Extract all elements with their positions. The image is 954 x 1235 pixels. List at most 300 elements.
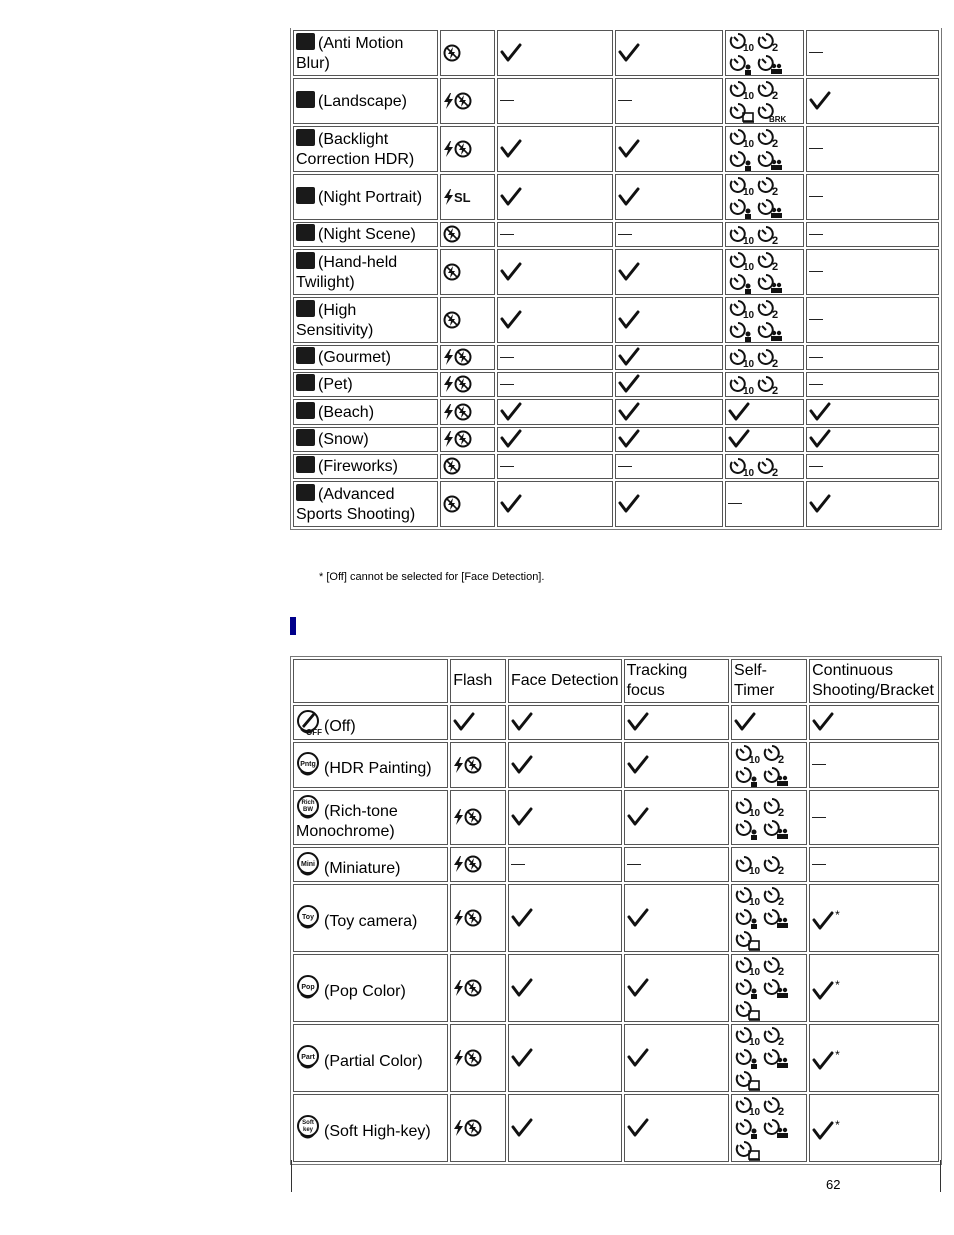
svg-text:SL: SL: [453, 189, 471, 205]
check-icon: [500, 139, 522, 159]
flash-auto-icon: [443, 188, 454, 206]
check-icon: [511, 908, 533, 928]
mode-name-cell: [293, 427, 438, 452]
check-icon: [627, 755, 649, 775]
face-detection-cell: [508, 705, 622, 740]
self-timer-icons: [734, 743, 790, 787]
self-timer-cell: [725, 345, 805, 370]
face-detection-cell: [508, 1094, 622, 1162]
flash-mode-icons: [443, 140, 472, 157]
mode-name-cell: [293, 481, 438, 527]
svg-text:BRK: BRK: [768, 115, 787, 124]
flash-cell: [450, 954, 506, 1022]
check-icon: [618, 347, 640, 367]
self-timer-smile-icon: [734, 765, 762, 787]
face-detection-cell: [497, 249, 613, 295]
flash-auto-icon: [453, 1119, 464, 1137]
face-detection-cell: [508, 954, 622, 1022]
svg-text:10: 10: [742, 385, 755, 397]
self-timer-group-icon: [756, 320, 784, 342]
self-timer-10s-icon: [728, 374, 756, 396]
check-with-note: [812, 1048, 840, 1069]
backlight-hdr-icon: [296, 129, 315, 146]
mode-name-cell: [293, 372, 438, 397]
self-timer-2s-icon: [756, 175, 784, 197]
self-timer-cell: [731, 954, 807, 1022]
self-timer-2s-icon: [762, 1025, 790, 1047]
self-timer-cell: [731, 847, 807, 882]
check-icon: [734, 712, 756, 732]
effect-name-cell: [293, 705, 448, 740]
self-timer-10s-icon: [734, 955, 762, 977]
self-timer-group-icon: [756, 197, 784, 219]
check-icon: [618, 494, 640, 514]
flash-off-icon: [464, 855, 482, 873]
table-row: [293, 742, 939, 788]
check-icon: [812, 981, 834, 1001]
flash-mode-icons: [453, 909, 482, 926]
hdr-painting-icon: [296, 751, 320, 779]
not-available-dash: [809, 357, 823, 358]
tracking-focus-cell: [615, 399, 723, 425]
self-timer-cell: [731, 1024, 807, 1092]
flash-off-icon: [464, 979, 482, 997]
tracking-focus-cell: [615, 454, 723, 479]
self-timer-2s-icon: [756, 347, 784, 369]
self-timer-cell: [731, 742, 807, 788]
scene-selection-table: [290, 28, 942, 530]
check-icon: [809, 402, 831, 422]
check-icon: [500, 494, 522, 514]
face-detection-cell: [497, 126, 613, 172]
flash-cell: [440, 481, 495, 527]
tracking-focus-cell: [624, 742, 729, 788]
continuous-cell: [809, 1024, 939, 1092]
svg-text:10: 10: [742, 467, 755, 479]
flash-mode-icons: [453, 1119, 482, 1136]
mode-name: (Fireworks): [318, 458, 398, 475]
continuous-cell: [809, 705, 939, 740]
continuous-cell: [806, 249, 939, 295]
check-icon: [627, 908, 649, 928]
face-detection-cell: [497, 30, 613, 76]
svg-text:10: 10: [742, 187, 755, 198]
svg-text:2: 2: [778, 754, 785, 766]
self-timer-group-icon: [762, 907, 790, 929]
gourmet-icon: [296, 347, 315, 364]
not-available-dash: [812, 817, 826, 818]
svg-text:10: 10: [749, 755, 761, 766]
night-portrait-icon: [296, 187, 315, 204]
mode-name-cell: [293, 174, 438, 220]
svg-text:2: 2: [771, 42, 779, 54]
svg-text:10: 10: [742, 91, 755, 102]
mode-name: (Night Portrait): [318, 188, 423, 206]
continuous-cell: [806, 481, 939, 527]
mode-name-cell: [293, 30, 438, 76]
check-icon: [511, 978, 533, 998]
not-available-dash: [809, 148, 823, 149]
self-timer-2s-icon: [762, 854, 790, 876]
self-timer-cell: [725, 297, 805, 343]
self-timer-group-icon: [756, 149, 784, 171]
svg-text:Mini: Mini: [301, 860, 315, 868]
svg-text:2: 2: [778, 966, 785, 978]
mode-name: (Pet): [318, 376, 353, 393]
check-icon: [728, 429, 750, 449]
check-icon: [500, 429, 522, 449]
check-icon: [728, 402, 750, 422]
table-row: [293, 30, 939, 76]
check-icon: [500, 187, 522, 207]
self-timer-smile-icon: [734, 1047, 762, 1069]
flash-auto-icon: [453, 909, 464, 927]
table-row: [293, 847, 939, 882]
section-marker: [290, 617, 296, 635]
self-timer-icons: [728, 250, 784, 294]
self-timer-10s-icon: [728, 127, 756, 149]
self-timer-smile-icon: [728, 53, 756, 75]
flash-off-icon: [464, 1119, 482, 1137]
continuous-cell: [809, 1094, 939, 1162]
self-timer-cell: [725, 174, 805, 220]
table-row: [293, 372, 939, 397]
self-timer-10s-icon: [728, 250, 756, 272]
svg-text:10: 10: [749, 897, 761, 908]
check-icon: [812, 712, 834, 732]
table-row: [293, 174, 939, 220]
flash-mode-icons: [443, 226, 461, 243]
anti-motion-blur-icon: [296, 33, 315, 50]
flash-off-icon: [454, 430, 472, 448]
self-timer-icons: [728, 347, 784, 369]
table-row: [293, 126, 939, 172]
check-icon: [618, 43, 640, 63]
slow-sync-icon: [454, 188, 472, 206]
effect-name: (Pop Color): [324, 983, 406, 1000]
check-with-note: [812, 908, 840, 929]
not-available-dash: [812, 764, 826, 765]
flash-cell: [440, 78, 495, 124]
self-timer-2s-icon: [756, 79, 784, 101]
self-timer-icons: [728, 79, 787, 124]
page-rule-right: [940, 1160, 941, 1192]
effect-name-cell: [293, 954, 448, 1022]
mode-name: (Anti Motion Blur): [296, 34, 404, 72]
self-timer-cell: [731, 884, 807, 952]
svg-text:10: 10: [742, 139, 755, 150]
self-timer-2s-icon: [756, 31, 784, 53]
not-available-dash: [618, 100, 632, 101]
flash-off-icon: [443, 263, 461, 281]
tracking-focus-cell: [615, 372, 723, 397]
self-timer-group-icon: [756, 53, 784, 75]
flash-auto-icon: [443, 140, 454, 158]
continuous-cell: [806, 345, 939, 370]
check-icon: [618, 429, 640, 449]
tracking-focus-cell: [615, 249, 723, 295]
face-detection-cell: [497, 427, 613, 452]
svg-text:2: 2: [771, 90, 779, 102]
not-available-dash: [809, 319, 823, 320]
not-available-dash: [511, 864, 525, 865]
mode-name-cell: [293, 126, 438, 172]
continuous-cell: [806, 454, 939, 479]
flash-off-icon: [464, 1049, 482, 1067]
self-timer-smile-icon: [728, 320, 756, 342]
mode-name-cell: [293, 454, 438, 479]
svg-text:2: 2: [771, 234, 779, 247]
flash-auto-icon: [443, 92, 454, 110]
self-timer-icons: [728, 175, 784, 219]
self-timer-10s-icon: [728, 175, 756, 197]
check-icon: [618, 310, 640, 330]
self-timer-2s-icon: [756, 224, 784, 246]
svg-text:Part: Part: [301, 1054, 315, 1061]
tracking-focus-cell: [615, 78, 723, 124]
self-timer-continuous-icon: [734, 999, 762, 1021]
face-detection-cell: [497, 174, 613, 220]
effect-name-cell: [293, 1094, 448, 1162]
tracking-focus-cell: [615, 297, 723, 343]
svg-text:Pntg: Pntg: [300, 761, 316, 768]
check-icon: [500, 310, 522, 330]
check-icon: [812, 911, 834, 931]
tracking-focus-cell: [624, 884, 729, 952]
face-detection-cell: [508, 847, 622, 882]
pop-color-icon: [296, 974, 320, 1002]
self-timer-smile-icon: [728, 197, 756, 219]
mode-name-cell: [293, 78, 438, 124]
flash-mode-icons: [453, 809, 482, 826]
svg-text:10: 10: [749, 1037, 761, 1048]
soft-high-key-icon: [296, 1114, 320, 1142]
snow-icon: [296, 429, 315, 446]
self-timer-10s-icon: [734, 743, 762, 765]
continuous-cell: [806, 126, 939, 172]
self-timer-cell: [725, 249, 805, 295]
self-timer-2s-icon: [756, 374, 784, 396]
column-header: Continuous Shooting/Bracket: [809, 659, 939, 703]
check-icon: [618, 402, 640, 422]
svg-text:2: 2: [778, 1106, 785, 1118]
flash-auto-icon: [443, 430, 454, 448]
svg-text:2: 2: [771, 466, 779, 479]
self-timer-continuous-icon: [734, 1139, 762, 1161]
table-row: [293, 454, 939, 479]
self-timer-icons: [728, 127, 784, 171]
flash-mode-icons: [453, 714, 475, 731]
svg-text:2: 2: [771, 309, 779, 321]
flash-auto-icon: [453, 808, 464, 826]
table-row: [293, 297, 939, 343]
self-timer-smile-icon: [728, 272, 756, 294]
fireworks-icon: [296, 456, 315, 473]
check-icon: [809, 494, 831, 514]
self-timer-icons: [728, 456, 784, 478]
self-timer-group-icon: [762, 818, 790, 840]
flash-mode-icons: [453, 979, 482, 996]
face-detection-cell: [497, 454, 613, 479]
flash-auto-icon: [443, 375, 454, 393]
tracking-focus-cell: [624, 954, 729, 1022]
column-header: Flash: [450, 659, 506, 703]
table-row: [293, 884, 939, 952]
flash-mode-icons: [443, 188, 472, 205]
column-header: Face Detection: [508, 659, 622, 703]
flash-cell: [440, 249, 495, 295]
check-icon: [511, 712, 533, 732]
mode-name: (Beach): [318, 403, 375, 421]
flash-cell: [440, 126, 495, 172]
mode-name: (Hand-held Twilight): [296, 253, 398, 291]
self-timer-cell: [725, 222, 805, 247]
footnote: * [Off] cannot be selected for [Face Detection].: [319, 571, 545, 583]
table-row: [293, 1094, 939, 1162]
tracking-focus-cell: [624, 1094, 729, 1162]
mode-name: (High Sensitivity): [296, 301, 374, 339]
mode-name-cell: [293, 399, 438, 425]
self-timer-2s-icon: [762, 955, 790, 977]
flash-off-icon: [454, 92, 472, 110]
continuous-cell: [806, 399, 939, 425]
advanced-sports-icon: [296, 484, 315, 501]
self-timer-10s-icon: [728, 31, 756, 53]
self-timer-smile-icon: [734, 1117, 762, 1139]
svg-text:10: 10: [742, 358, 755, 370]
table-row: [293, 222, 939, 247]
effect-name: (Rich-tone Monochrome): [296, 802, 398, 840]
effect-name: (Soft High-key): [324, 1123, 431, 1140]
flash-auto-icon: [443, 348, 454, 366]
self-timer-10s-icon: [734, 854, 762, 876]
svg-text:2: 2: [778, 1036, 785, 1048]
column-header: Self-Timer: [731, 659, 807, 703]
self-timer-group-icon: [762, 977, 790, 999]
page-rule-left: [291, 1160, 292, 1192]
svg-text:2: 2: [771, 261, 779, 273]
check-icon: [500, 262, 522, 282]
not-available-dash: [500, 384, 514, 385]
self-timer-smile-icon: [734, 977, 762, 999]
svg-text:10: 10: [749, 967, 761, 978]
self-timer-icons: [734, 1025, 790, 1091]
not-available-dash: [728, 503, 742, 504]
svg-text:OFF: OFF: [306, 727, 322, 737]
check-icon: [809, 429, 831, 449]
flash-off-icon: [443, 457, 461, 475]
self-timer-10s-icon: [728, 298, 756, 320]
self-timer-icons: [728, 298, 784, 342]
flash-mode-icons: [443, 349, 472, 366]
not-available-dash: [500, 466, 514, 467]
table-row: [293, 481, 939, 527]
svg-text:10: 10: [742, 43, 755, 54]
self-timer-continuous-icon: [734, 1069, 762, 1091]
face-detection-cell: [497, 297, 613, 343]
self-timer-group-icon: [762, 1117, 790, 1139]
self-timer-cell: [731, 790, 807, 845]
flash-cell: [450, 705, 506, 740]
high-sensitivity-icon: [296, 300, 315, 317]
self-timer-cell: [725, 481, 805, 527]
not-available-dash: [500, 357, 514, 358]
not-available-dash: [809, 271, 823, 272]
mode-name-cell: [293, 222, 438, 247]
effect-name: (Off): [324, 717, 356, 735]
effect-name: (Miniature): [324, 859, 401, 877]
self-timer-icons: [734, 885, 790, 951]
self-timer-smile-icon: [728, 149, 756, 171]
check-icon: [500, 43, 522, 63]
table-row: [293, 1024, 939, 1092]
continuous-cell: [809, 790, 939, 845]
self-timer-2s-icon: [756, 298, 784, 320]
svg-text:2: 2: [771, 186, 779, 198]
effect-name-cell: [293, 847, 448, 882]
effect-name: (Toy camera): [324, 913, 418, 930]
face-detection-cell: [508, 790, 622, 845]
flash-mode-icons: [453, 756, 482, 773]
self-timer-icons: [728, 224, 784, 246]
self-timer-bracket-icon: [756, 101, 787, 124]
not-available-dash: [618, 466, 632, 467]
self-timer-2s-icon: [762, 1095, 790, 1117]
table-row: [293, 427, 939, 452]
flash-cell: [440, 30, 495, 76]
self-timer-cell: [725, 372, 805, 397]
table-row: [293, 790, 939, 845]
not-available-dash: [618, 234, 632, 235]
page-number: 62: [826, 1177, 841, 1192]
flash-off-icon: [464, 909, 482, 927]
self-timer-2s-icon: [762, 743, 790, 765]
not-available-dash: [809, 234, 823, 235]
flash-cell: [450, 742, 506, 788]
self-timer-10s-icon: [734, 885, 762, 907]
flash-cell: [440, 372, 495, 397]
footnote-asterisk: *: [835, 978, 840, 992]
self-timer-icons: [734, 854, 790, 876]
check-icon: [618, 139, 640, 159]
effect-name-cell: [293, 742, 448, 788]
flash-mode-icons: [443, 431, 472, 448]
miniature-icon: [296, 851, 320, 879]
not-available-dash: [812, 864, 826, 865]
self-timer-cell: [731, 705, 807, 740]
tracking-focus-cell: [615, 222, 723, 247]
tracking-focus-cell: [615, 481, 723, 527]
check-icon: [618, 374, 640, 394]
svg-text:10: 10: [749, 807, 761, 819]
continuous-cell: [806, 78, 939, 124]
continuous-cell: [806, 30, 939, 76]
toy-camera-icon: [296, 904, 320, 932]
flash-off-icon: [454, 403, 472, 421]
tracking-focus-cell: [615, 427, 723, 452]
hand-held-twilight-icon: [296, 252, 315, 269]
check-icon: [453, 712, 475, 732]
continuous-cell: [809, 742, 939, 788]
effect-name-cell: [293, 884, 448, 952]
face-detection-cell: [497, 399, 613, 425]
flash-cell: [440, 297, 495, 343]
face-detection-cell: [508, 884, 622, 952]
svg-text:10: 10: [742, 235, 755, 247]
svg-text:Toy: Toy: [302, 914, 314, 921]
self-timer-2s-icon: [762, 885, 790, 907]
self-timer-10s-icon: [728, 456, 756, 478]
